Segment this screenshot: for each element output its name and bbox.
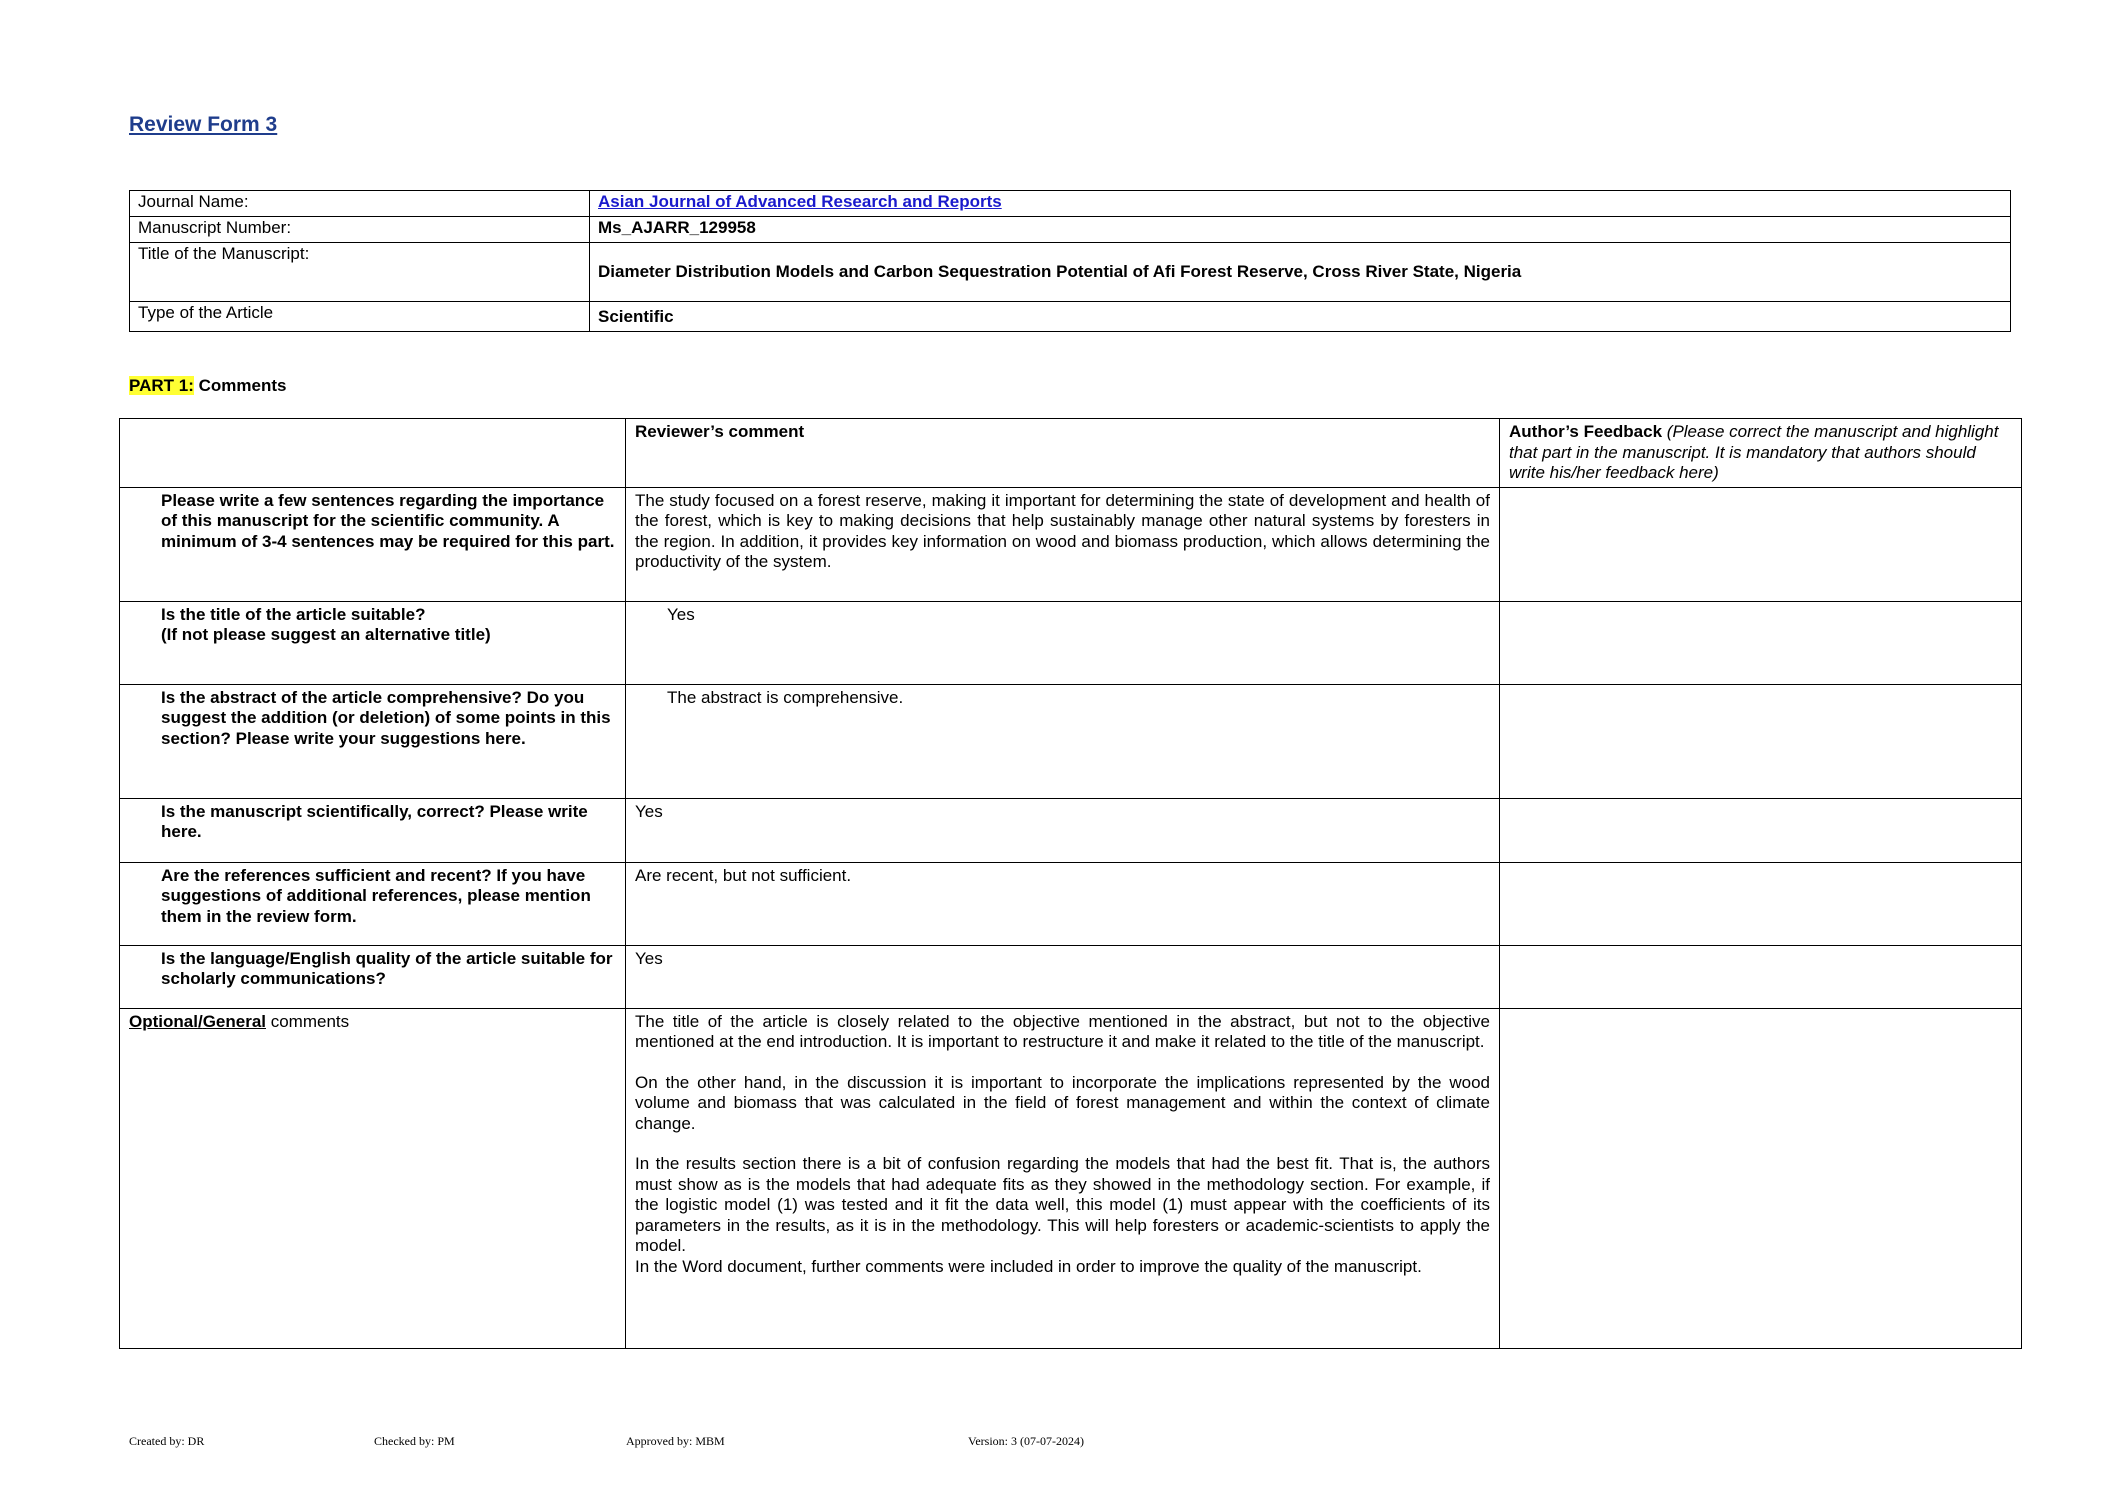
- general-word: General: [202, 1011, 266, 1031]
- manuscript-info-table: [129, 190, 2011, 332]
- footer-version: Version: 3 (07-07-2024): [968, 1434, 1084, 1448]
- footer-approved: Approved by: MBM: [626, 1434, 725, 1448]
- header-reviewer-comment: Reviewer’s comment: [626, 419, 1500, 488]
- question-title: [120, 601, 626, 684]
- header-empty-cell: [120, 419, 626, 488]
- author-feedback-title: Author’s Feedback: [1509, 422, 1663, 441]
- footer-checked: Checked by: PM: [374, 1434, 455, 1448]
- answer-title: Yes: [626, 601, 1500, 684]
- question-language: Is the language/English quality of the article suitable for scholarly communications?: [120, 945, 626, 1008]
- table-row: [120, 1008, 2022, 1348]
- answer-references: Are recent, but not sufficient.: [626, 862, 1500, 945]
- manuscript-title-value: Diameter Distribution Models and Carbon Sequestration Potential of Afi Forest Reserve, Cross River State, Nigeria: [590, 243, 2011, 302]
- question-title-line2: (If not please suggest an alternative title): [161, 625, 491, 644]
- slash: /: [197, 1011, 203, 1031]
- journal-link[interactable]: Asian Journal of Advanced Research and Reports: [598, 192, 1002, 211]
- manuscript-number-label: Manuscript Number:: [130, 217, 590, 243]
- form-title[interactable]: Review Form 3: [129, 113, 278, 136]
- manuscript-title-label: Title of the Manuscript:: [130, 243, 590, 302]
- table-row: [120, 684, 2022, 798]
- optional-comment-paragraph: On the other hand, in the discussion it is important to incorporate the implications represented by the wood volume and biomass that was calculated in the field of forest management and within the context of climate change.: [635, 1072, 1490, 1133]
- optional-comment-paragraph: In the Word document, further comments were included in order to improve the quality of the manuscript.: [635, 1256, 1422, 1276]
- table-row: [120, 945, 2022, 1008]
- comments-word: comments: [266, 1011, 350, 1031]
- part-title: Comments: [198, 376, 287, 395]
- author-feedback-cell[interactable]: [1500, 945, 2022, 1008]
- table-row: [120, 862, 2022, 945]
- optional-comments: [626, 1008, 1500, 1348]
- author-feedback-cell[interactable]: [1500, 798, 2022, 862]
- author-feedback-cell[interactable]: [1500, 601, 2022, 684]
- article-type-value: Scientific: [590, 302, 2011, 332]
- table-row: [120, 601, 2022, 684]
- table-row: [120, 487, 2022, 601]
- question-scientific: Is the manuscript scientifically, correct? Please write here.: [120, 798, 626, 862]
- optional-comment-paragraph: In the results section there is a bit of confusion regarding the models that had the best fit. That is, the authors must show as is the models that had adequate fits as they showed in the methodology section. For example, if the logistic model (1) was tested and it fit the data well, this model (1) must appear with the coefficients of its parameters in the results, as it is in the methodology. This will help foresters or academic-scientists to apply the model.: [635, 1154, 1490, 1255]
- question-importance: Please write a few sentences regarding the importance of this manuscript for the scientific community. A minimum of 3-4 sentences may be required for this part.: [120, 487, 626, 601]
- part-heading: [129, 376, 286, 396]
- question-references: Are the references sufficient and recent? If you have suggestions of additional references, please mention them in the review form.: [120, 862, 626, 945]
- footer-created: Created by: DR: [129, 1434, 205, 1448]
- table-row: [120, 798, 2022, 862]
- author-feedback-cell[interactable]: [1500, 684, 2022, 798]
- answer-abstract: The abstract is comprehensive.: [626, 684, 1500, 798]
- answer-language: Yes: [626, 945, 1500, 1008]
- optional-general-label: [120, 1008, 626, 1348]
- answer-scientific: Yes: [626, 798, 1500, 862]
- question-title-line1: Is the title of the article suitable?: [161, 604, 426, 624]
- journal-value: [590, 191, 2011, 217]
- answer-importance: The study focused on a forest reserve, making it important for determining the state of development and health of the forest, which is key to making decisions that help sustainably manage other natural systems by foresters in the region. In addition, it provides key information on wood and biomass production, which allows determining the productivity of the system.: [626, 487, 1500, 601]
- comments-table: [119, 418, 2022, 1349]
- author-feedback-cell[interactable]: [1500, 1008, 2022, 1348]
- header-author-feedback: [1500, 419, 2022, 488]
- journal-label: Journal Name:: [130, 191, 590, 217]
- author-feedback-instructions: (Please correct the manuscript and highlight that part in the manuscript. It is mandatory that authors should write his/her feedback here): [1509, 422, 1999, 482]
- author-feedback-cell[interactable]: [1500, 862, 2022, 945]
- optional-comment-paragraph: The title of the article is closely related to the objective mentioned in the abstract, but not to the objective mentioned at the end introduction. It is important to restructure it and make it related to the title of the manuscript.: [635, 1011, 1490, 1051]
- article-type-label: Type of the Article: [130, 302, 590, 332]
- optional-word: Optional: [129, 1011, 198, 1031]
- part-label: PART 1:: [129, 376, 194, 395]
- author-feedback-cell[interactable]: [1500, 487, 2022, 601]
- question-abstract: Is the abstract of the article comprehensive? Do you suggest the addition (or deletion) of some points in this section? Please write your suggestions here.: [120, 684, 626, 798]
- manuscript-number-value: Ms_AJARR_129958: [590, 217, 2011, 243]
